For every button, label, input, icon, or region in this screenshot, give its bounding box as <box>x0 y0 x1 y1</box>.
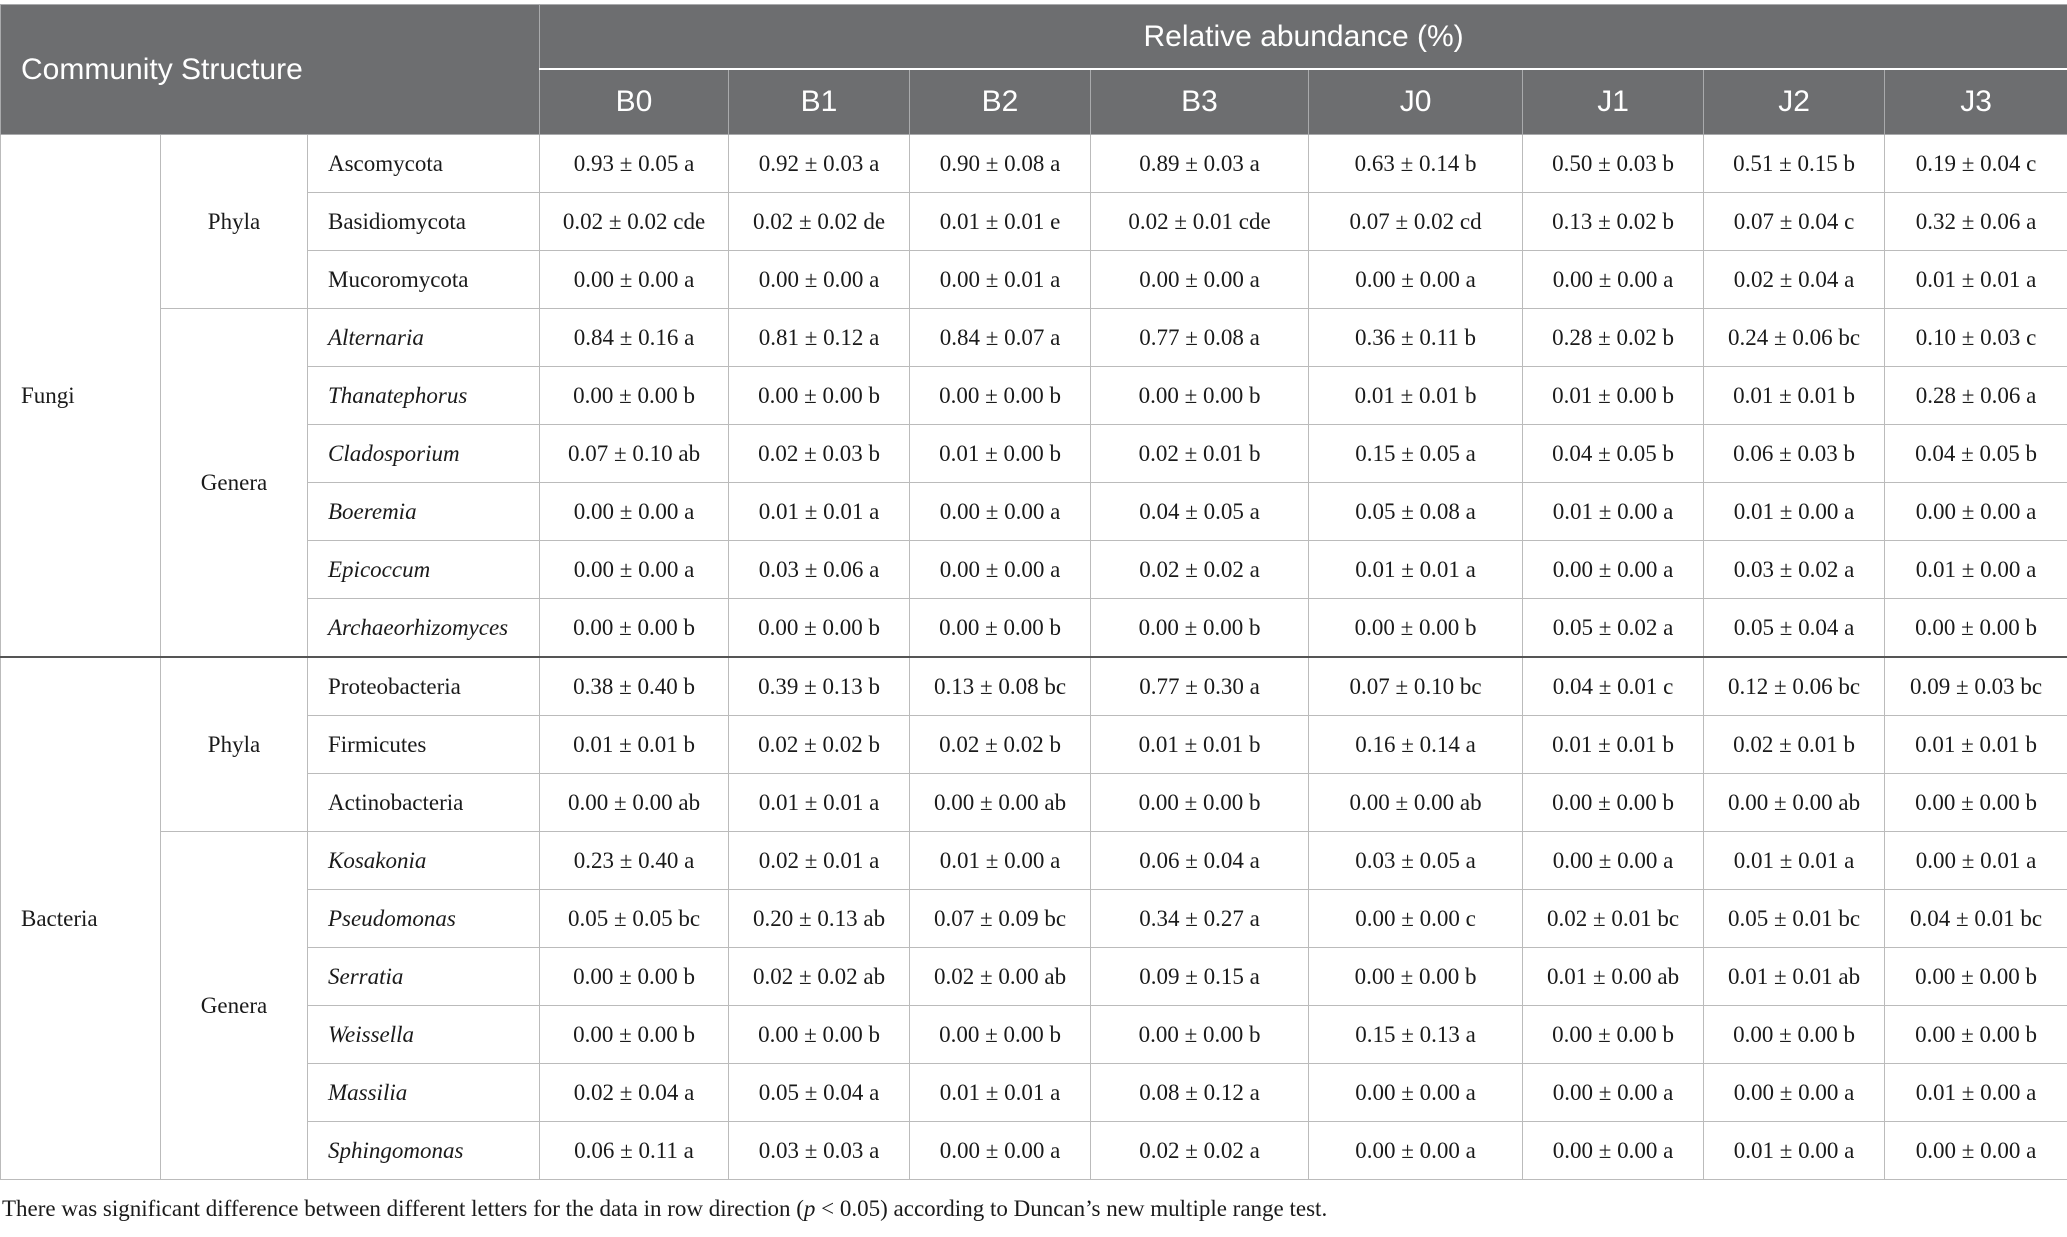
table-row <box>1 541 2067 599</box>
value-cell: 0.01 ± 0.00 a <box>1885 541 2067 599</box>
value-cell: 0.01 ± 0.01 a <box>1704 832 1885 890</box>
value-cell: 0.00 ± 0.00 b <box>910 1006 1091 1064</box>
value-cell: 0.63 ± 0.14 b <box>1309 135 1523 193</box>
value-cell: 0.02 ± 0.04 a <box>540 1064 729 1122</box>
value-cell: 0.00 ± 0.00 a <box>1523 251 1704 309</box>
value-cell: 0.02 ± 0.02 de <box>729 193 910 251</box>
value-cell: 0.10 ± 0.03 c <box>1885 309 2067 367</box>
value-cell: 0.50 ± 0.03 b <box>1523 135 1704 193</box>
value-cell: 0.00 ± 0.00 a <box>1309 1122 1523 1180</box>
value-cell: 0.06 ± 0.03 b <box>1704 425 1885 483</box>
value-cell: 0.00 ± 0.00 ab <box>1309 774 1523 832</box>
column-header: B3 <box>1091 69 1309 135</box>
value-cell: 0.00 ± 0.00 b <box>910 367 1091 425</box>
value-cell: 0.02 ± 0.01 bc <box>1523 890 1704 948</box>
value-cell: 0.01 ± 0.00 b <box>910 425 1091 483</box>
value-cell: 0.00 ± 0.00 b <box>1885 1006 2067 1064</box>
value-cell: 0.00 ± 0.00 b <box>1091 774 1309 832</box>
value-cell: 0.00 ± 0.00 b <box>729 599 910 658</box>
value-cell: 0.00 ± 0.00 a <box>1523 1122 1704 1180</box>
value-cell: 0.20 ± 0.13 ab <box>729 890 910 948</box>
value-cell: 0.02 ± 0.02 a <box>1091 541 1309 599</box>
column-header: B1 <box>729 69 910 135</box>
table-row <box>1 657 2067 716</box>
value-cell: 0.00 ± 0.00 b <box>1704 1006 1885 1064</box>
taxon-name: Weissella <box>308 1006 540 1064</box>
value-cell: 0.01 ± 0.00 ab <box>1523 948 1704 1006</box>
value-cell: 0.01 ± 0.01 b <box>540 716 729 774</box>
value-cell: 0.02 ± 0.01 a <box>729 832 910 890</box>
value-cell: 0.16 ± 0.14 a <box>1309 716 1523 774</box>
value-cell: 0.01 ± 0.00 a <box>1885 1064 2067 1122</box>
value-cell: 0.15 ± 0.13 a <box>1309 1006 1523 1064</box>
column-header: J1 <box>1523 69 1704 135</box>
value-cell: 0.00 ± 0.00 a <box>1885 1122 2067 1180</box>
value-cell: 0.84 ± 0.16 a <box>540 309 729 367</box>
value-cell: 0.00 ± 0.00 b <box>1885 774 2067 832</box>
value-cell: 0.01 ± 0.00 b <box>1523 367 1704 425</box>
value-cell: 0.07 ± 0.10 bc <box>1309 657 1523 716</box>
taxon-name: Archaeorhizomyces <box>308 599 540 658</box>
taxon-name: Epicoccum <box>308 541 540 599</box>
value-cell: 0.05 ± 0.02 a <box>1523 599 1704 658</box>
value-cell: 0.07 ± 0.10 ab <box>540 425 729 483</box>
value-cell: 0.01 ± 0.01 a <box>729 774 910 832</box>
taxon-name: Alternaria <box>308 309 540 367</box>
table-row <box>1 1122 2067 1180</box>
table-row <box>1 832 2067 890</box>
group-label: Bacteria <box>1 657 161 1180</box>
value-cell: 0.89 ± 0.03 a <box>1091 135 1309 193</box>
value-cell: 0.00 ± 0.00 a <box>1091 251 1309 309</box>
value-cell: 0.01 ± 0.00 a <box>1704 1122 1885 1180</box>
value-cell: 0.81 ± 0.12 a <box>729 309 910 367</box>
table-row <box>1 1064 2067 1122</box>
level-label: Phyla <box>161 135 308 309</box>
level-label: Phyla <box>161 657 308 832</box>
taxon-name: Ascomycota <box>308 135 540 193</box>
value-cell: 0.07 ± 0.04 c <box>1704 193 1885 251</box>
table-row <box>1 948 2067 1006</box>
taxon-name: Actinobacteria <box>308 774 540 832</box>
value-cell: 0.00 ± 0.00 b <box>910 599 1091 658</box>
value-cell: 0.02 ± 0.01 b <box>1091 425 1309 483</box>
value-cell: 0.00 ± 0.00 a <box>1523 541 1704 599</box>
value-cell: 0.39 ± 0.13 b <box>729 657 910 716</box>
relative-abundance-table <box>0 4 2067 1180</box>
column-header: J0 <box>1309 69 1523 135</box>
value-cell: 0.05 ± 0.05 bc <box>540 890 729 948</box>
table-row <box>1 425 2067 483</box>
table-row <box>1 251 2067 309</box>
value-cell: 0.00 ± 0.00 a <box>729 251 910 309</box>
value-cell: 0.00 ± 0.00 a <box>910 483 1091 541</box>
column-header: B2 <box>910 69 1091 135</box>
value-cell: 0.05 ± 0.01 bc <box>1704 890 1885 948</box>
value-cell: 0.00 ± 0.00 a <box>1885 483 2067 541</box>
value-cell: 0.00 ± 0.00 b <box>1091 1006 1309 1064</box>
value-cell: 0.05 ± 0.04 a <box>1704 599 1885 658</box>
value-cell: 0.02 ± 0.02 cde <box>540 193 729 251</box>
table-row <box>1 716 2067 774</box>
value-cell: 0.00 ± 0.00 b <box>540 948 729 1006</box>
value-cell: 0.15 ± 0.05 a <box>1309 425 1523 483</box>
value-cell: 0.07 ± 0.02 cd <box>1309 193 1523 251</box>
taxon-name: Boeremia <box>308 483 540 541</box>
value-cell: 0.00 ± 0.00 b <box>1091 599 1309 658</box>
value-cell: 0.04 ± 0.05 b <box>1885 425 2067 483</box>
value-cell: 0.01 ± 0.01 b <box>1704 367 1885 425</box>
value-cell: 0.09 ± 0.15 a <box>1091 948 1309 1006</box>
value-cell: 0.00 ± 0.00 a <box>540 483 729 541</box>
value-cell: 0.00 ± 0.00 b <box>729 1006 910 1064</box>
value-cell: 0.00 ± 0.01 a <box>1885 832 2067 890</box>
value-cell: 0.28 ± 0.06 a <box>1885 367 2067 425</box>
column-header: J2 <box>1704 69 1885 135</box>
value-cell: 0.06 ± 0.04 a <box>1091 832 1309 890</box>
value-cell: 0.00 ± 0.00 a <box>540 541 729 599</box>
value-cell: 0.02 ± 0.02 b <box>910 716 1091 774</box>
value-cell: 0.09 ± 0.03 bc <box>1885 657 2067 716</box>
value-cell: 0.00 ± 0.00 b <box>1091 367 1309 425</box>
value-cell: 0.01 ± 0.01 b <box>1885 716 2067 774</box>
value-cell: 0.00 ± 0.00 b <box>729 367 910 425</box>
table-row <box>1 193 2067 251</box>
value-cell: 0.00 ± 0.00 a <box>1704 1064 1885 1122</box>
value-cell: 0.00 ± 0.00 b <box>540 599 729 658</box>
table-row <box>1 135 2067 193</box>
value-cell: 0.01 ± 0.01 b <box>1091 716 1309 774</box>
level-label: Genera <box>161 309 308 658</box>
table-row <box>1 774 2067 832</box>
taxon-name: Sphingomonas <box>308 1122 540 1180</box>
value-cell: 0.00 ± 0.00 ab <box>1704 774 1885 832</box>
value-cell: 0.00 ± 0.01 a <box>910 251 1091 309</box>
table-body <box>1 135 2067 1180</box>
value-cell: 0.01 ± 0.01 e <box>910 193 1091 251</box>
value-cell: 0.01 ± 0.01 a <box>729 483 910 541</box>
value-cell: 0.02 ± 0.02 ab <box>729 948 910 1006</box>
value-cell: 0.51 ± 0.15 b <box>1704 135 1885 193</box>
value-cell: 0.00 ± 0.00 a <box>1523 832 1704 890</box>
value-cell: 0.05 ± 0.08 a <box>1309 483 1523 541</box>
taxon-name: Cladosporium <box>308 425 540 483</box>
value-cell: 0.08 ± 0.12 a <box>1091 1064 1309 1122</box>
taxon-name: Massilia <box>308 1064 540 1122</box>
value-cell: 0.00 ± 0.00 c <box>1309 890 1523 948</box>
taxon-name: Pseudomonas <box>308 890 540 948</box>
relative-abundance-header: Relative abundance (%) <box>540 5 2067 70</box>
value-cell: 0.05 ± 0.04 a <box>729 1064 910 1122</box>
value-cell: 0.00 ± 0.00 a <box>1309 251 1523 309</box>
value-cell: 0.03 ± 0.03 a <box>729 1122 910 1180</box>
taxon-name: Firmicutes <box>308 716 540 774</box>
value-cell: 0.02 ± 0.01 b <box>1704 716 1885 774</box>
value-cell: 0.04 ± 0.05 b <box>1523 425 1704 483</box>
value-cell: 0.01 ± 0.00 a <box>1523 483 1704 541</box>
taxon-name: Proteobacteria <box>308 657 540 716</box>
value-cell: 0.04 ± 0.01 c <box>1523 657 1704 716</box>
value-cell: 0.03 ± 0.06 a <box>729 541 910 599</box>
value-cell: 0.03 ± 0.02 a <box>1704 541 1885 599</box>
value-cell: 0.93 ± 0.05 a <box>540 135 729 193</box>
value-cell: 0.01 ± 0.01 a <box>910 1064 1091 1122</box>
value-cell: 0.00 ± 0.00 b <box>1309 948 1523 1006</box>
taxon-name: Thanatephorus <box>308 367 540 425</box>
value-cell: 0.00 ± 0.00 a <box>910 541 1091 599</box>
value-cell: 0.24 ± 0.06 bc <box>1704 309 1885 367</box>
table-footnote <box>2 1196 1327 1222</box>
value-cell: 0.03 ± 0.05 a <box>1309 832 1523 890</box>
value-cell: 0.00 ± 0.00 b <box>1885 599 2067 658</box>
value-cell: 0.90 ± 0.08 a <box>910 135 1091 193</box>
value-cell: 0.01 ± 0.00 a <box>1704 483 1885 541</box>
value-cell: 0.77 ± 0.08 a <box>1091 309 1309 367</box>
value-cell: 0.13 ± 0.08 bc <box>910 657 1091 716</box>
value-cell: 0.28 ± 0.02 b <box>1523 309 1704 367</box>
taxon-name: Mucoromycota <box>308 251 540 309</box>
value-cell: 0.01 ± 0.01 ab <box>1704 948 1885 1006</box>
value-cell: 0.01 ± 0.01 a <box>1885 251 2067 309</box>
community-structure-header: Community Structure <box>1 5 540 135</box>
value-cell: 0.00 ± 0.00 b <box>1523 774 1704 832</box>
value-cell: 0.36 ± 0.11 b <box>1309 309 1523 367</box>
value-cell: 0.00 ± 0.00 b <box>540 367 729 425</box>
value-cell: 0.00 ± 0.00 b <box>540 1006 729 1064</box>
table-row <box>1 483 2067 541</box>
value-cell: 0.01 ± 0.01 b <box>1309 367 1523 425</box>
value-cell: 0.00 ± 0.00 b <box>1885 948 2067 1006</box>
table-row <box>1 1006 2067 1064</box>
value-cell: 0.02 ± 0.02 a <box>1091 1122 1309 1180</box>
value-cell: 0.23 ± 0.40 a <box>540 832 729 890</box>
value-cell: 0.00 ± 0.00 ab <box>910 774 1091 832</box>
value-cell: 0.02 ± 0.02 b <box>729 716 910 774</box>
value-cell: 0.00 ± 0.00 a <box>540 251 729 309</box>
value-cell: 0.00 ± 0.00 b <box>1523 1006 1704 1064</box>
table-row <box>1 367 2067 425</box>
value-cell: 0.02 ± 0.03 b <box>729 425 910 483</box>
value-cell: 0.92 ± 0.03 a <box>729 135 910 193</box>
value-cell: 0.00 ± 0.00 a <box>1309 1064 1523 1122</box>
value-cell: 0.02 ± 0.04 a <box>1704 251 1885 309</box>
value-cell: 0.32 ± 0.06 a <box>1885 193 2067 251</box>
footnote-p-symbol: p <box>803 1196 816 1221</box>
value-cell: 0.07 ± 0.09 bc <box>910 890 1091 948</box>
column-header: B0 <box>540 69 729 135</box>
value-cell: 0.06 ± 0.11 a <box>540 1122 729 1180</box>
table-row <box>1 890 2067 948</box>
value-cell: 0.00 ± 0.00 a <box>910 1122 1091 1180</box>
value-cell: 0.34 ± 0.27 a <box>1091 890 1309 948</box>
group-label: Fungi <box>1 135 161 658</box>
value-cell: 0.77 ± 0.30 a <box>1091 657 1309 716</box>
level-label: Genera <box>161 832 308 1180</box>
value-cell: 0.19 ± 0.04 c <box>1885 135 2067 193</box>
value-cell: 0.04 ± 0.05 a <box>1091 483 1309 541</box>
value-cell: 0.04 ± 0.01 bc <box>1885 890 2067 948</box>
taxon-name: Basidiomycota <box>308 193 540 251</box>
value-cell: 0.00 ± 0.00 a <box>1523 1064 1704 1122</box>
table-row <box>1 599 2067 658</box>
value-cell: 0.00 ± 0.00 ab <box>540 774 729 832</box>
footnote-text-end: < 0.05) according to Duncan’s new multiple range test. <box>815 1196 1328 1221</box>
value-cell: 0.01 ± 0.01 a <box>1309 541 1523 599</box>
footnote-text: There was significant difference between different letters for the data in row direction ( <box>2 1196 804 1221</box>
value-cell: 0.13 ± 0.02 b <box>1523 193 1704 251</box>
table-row <box>1 309 2067 367</box>
value-cell: 0.12 ± 0.06 bc <box>1704 657 1885 716</box>
value-cell: 0.02 ± 0.01 cde <box>1091 193 1309 251</box>
column-header: J3 <box>1885 69 2067 135</box>
value-cell: 0.02 ± 0.00 ab <box>910 948 1091 1006</box>
taxon-name: Serratia <box>308 948 540 1006</box>
value-cell: 0.00 ± 0.00 b <box>1309 599 1523 658</box>
taxon-name: Kosakonia <box>308 832 540 890</box>
value-cell: 0.01 ± 0.01 b <box>1523 716 1704 774</box>
value-cell: 0.01 ± 0.00 a <box>910 832 1091 890</box>
value-cell: 0.84 ± 0.07 a <box>910 309 1091 367</box>
value-cell: 0.38 ± 0.40 b <box>540 657 729 716</box>
